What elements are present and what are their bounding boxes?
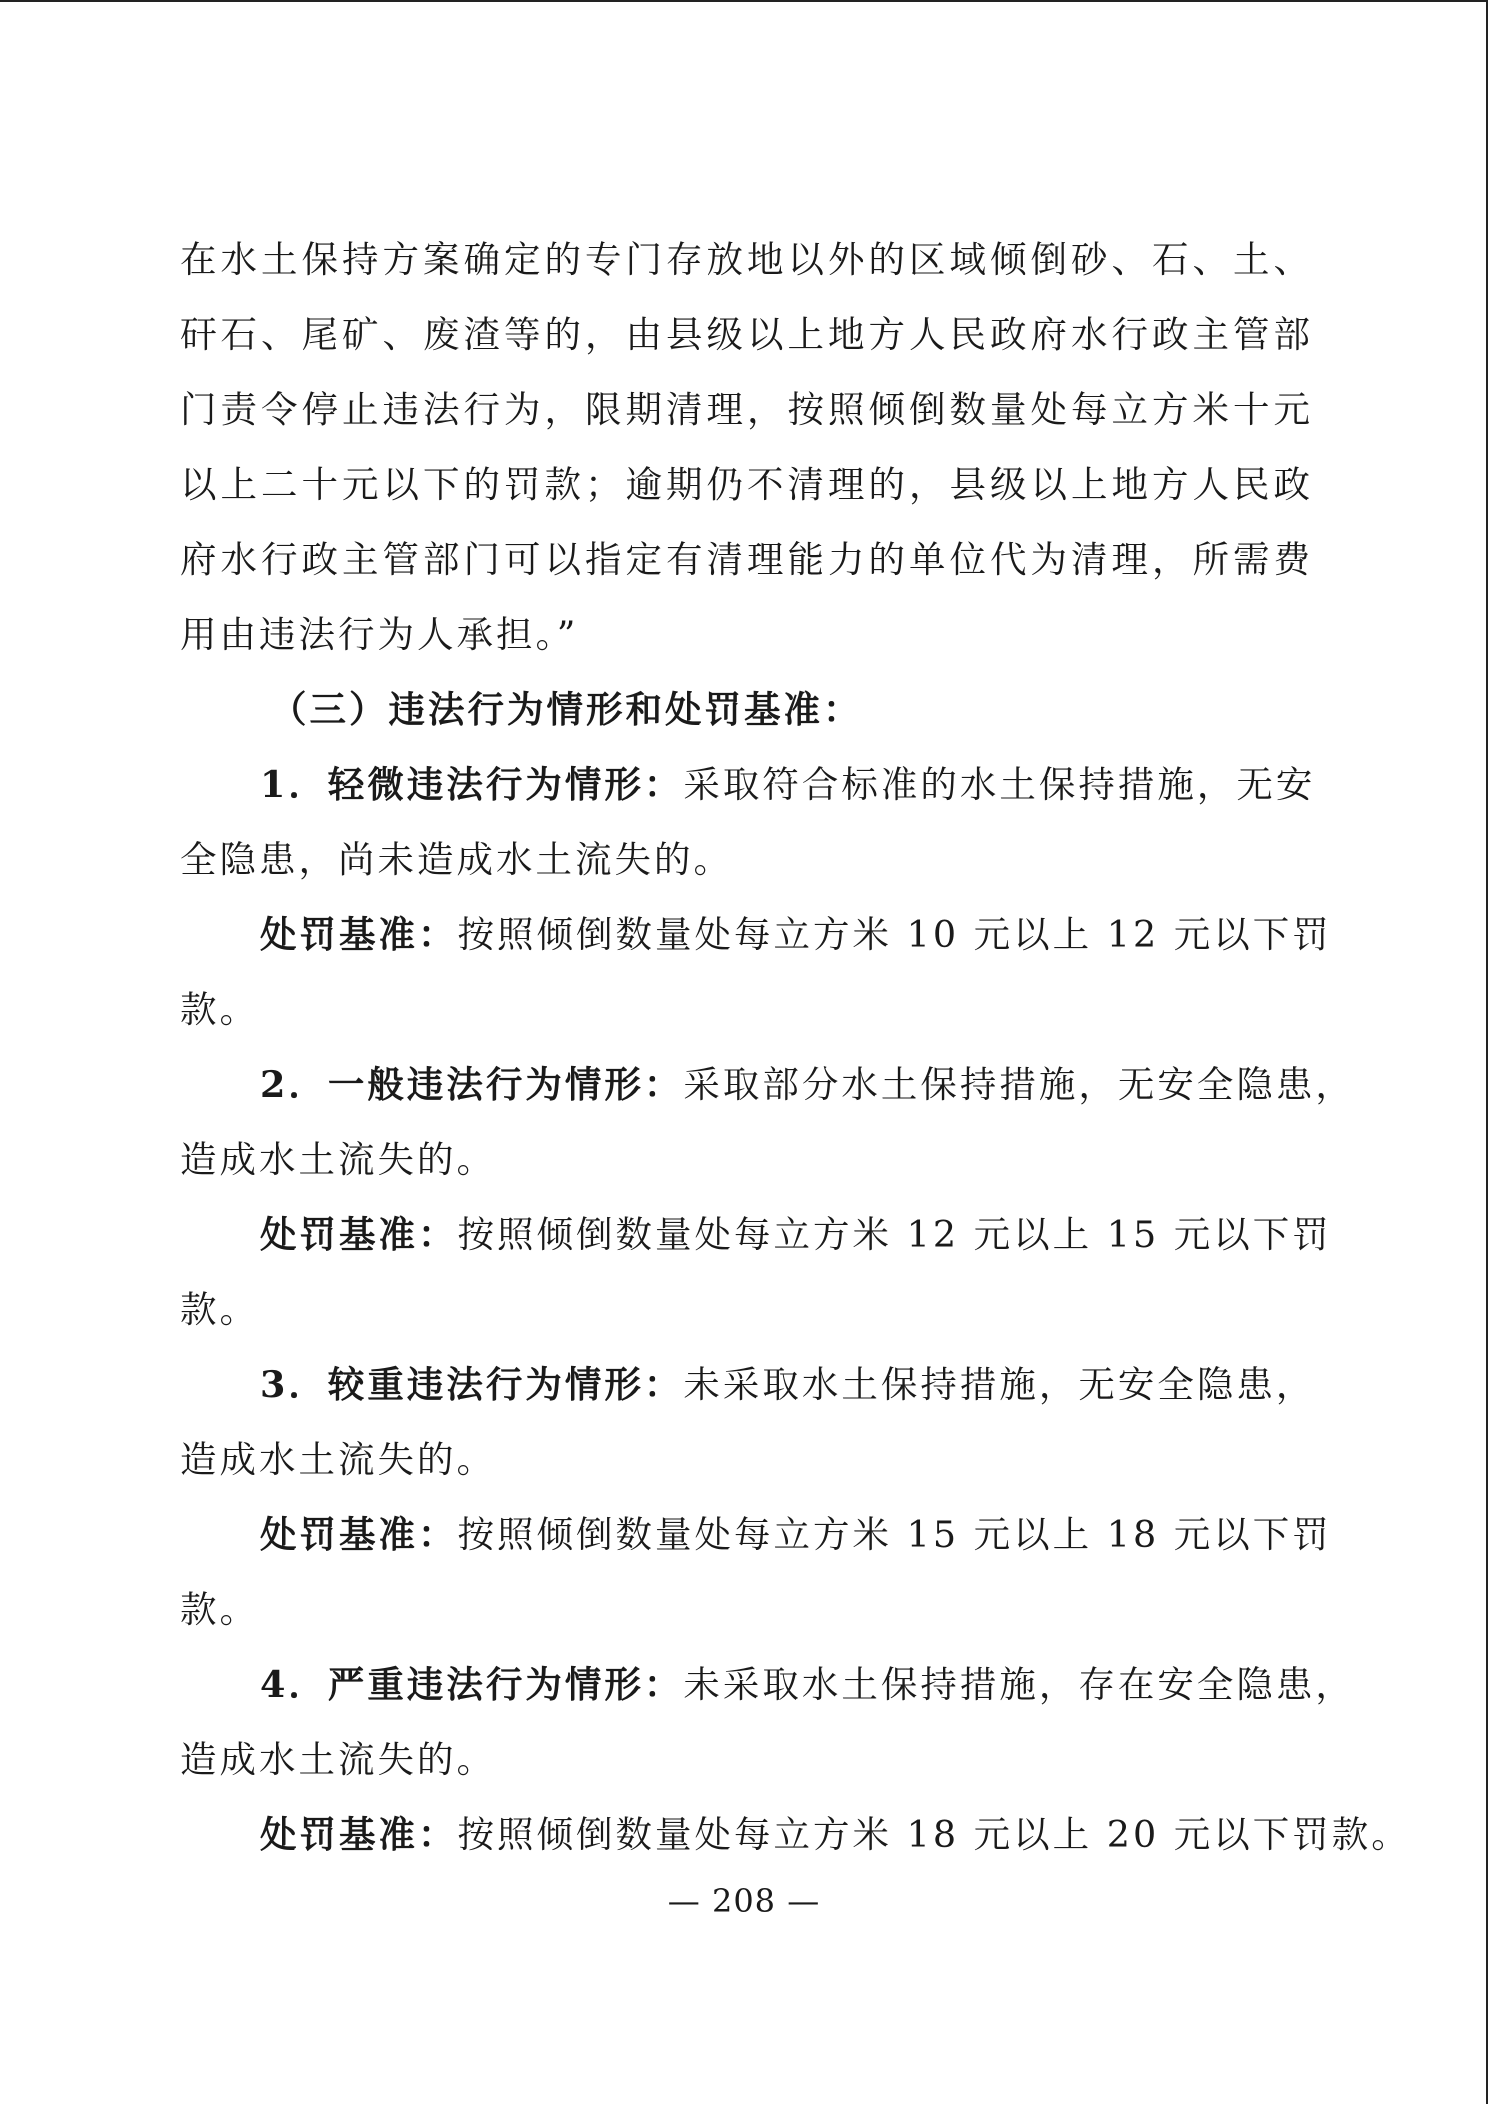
- case-label: 1．轻微违法行为情形：: [260, 763, 684, 806]
- case-text: 未采取水土保持措施，无安全隐患，: [683, 1363, 1316, 1406]
- penalty-line: 款。: [180, 988, 259, 1031]
- case-serious: [180, 1347, 1332, 1647]
- penalty-text: 按照倾倒数量处每立方米 18 元以上 20 元以下罚款。: [457, 1813, 1411, 1856]
- case-label: 3．较重违法行为情形：: [260, 1363, 684, 1406]
- penalty-text: 按照倾倒数量处每立方米 15 元以上 18 元以下罚: [457, 1513, 1332, 1556]
- penalty-label: 处罚基准：: [260, 1813, 458, 1856]
- document-body: [180, 222, 1411, 1872]
- paragraph-line: 门责令停止违法行为，限期清理，按照倾倒数量处每立方米十元: [180, 388, 1310, 431]
- penalty-line: 款。: [180, 1588, 259, 1631]
- penalty-label: 处罚基准：: [260, 1513, 458, 1556]
- quoted-law-paragraph: [180, 222, 1310, 672]
- case-minor: [180, 747, 1332, 1047]
- case-label: 4．严重违法行为情形：: [260, 1663, 684, 1706]
- penalty-label: 处罚基准：: [260, 913, 458, 956]
- top-border-line: [0, 0, 1488, 2]
- case-description-line: 造成水土流失的。: [180, 1438, 496, 1481]
- case-description-line: [180, 1647, 1355, 1722]
- case-description-line: 造成水土流失的。: [180, 1138, 496, 1181]
- paragraph-line: 矸石、尾矿、废渣等的，由县级以上地方人民政府水行政主管部: [180, 313, 1310, 356]
- case-text: 采取符合标准的水土保持措施，无安: [683, 763, 1316, 806]
- case-description-line: [180, 1347, 1316, 1422]
- section-heading: （三）违法行为情形和处罚基准：: [270, 688, 863, 731]
- penalty-line: [180, 1497, 1332, 1572]
- case-text: 采取部分水土保持措施，无安全隐患，: [683, 1063, 1355, 1106]
- paragraph-line: 在水土保持方案确定的专门存放地以外的区域倾倒砂、石、土、: [180, 238, 1310, 281]
- paragraph-line: 用由违法行为人承担。”: [180, 613, 579, 656]
- page-number: — 208 —: [667, 1882, 821, 1920]
- paragraph-line: 府水行政主管部门可以指定有清理能力的单位代为清理，所需费: [180, 538, 1310, 581]
- penalty-label: 处罚基准：: [260, 1213, 458, 1256]
- case-description-line: [180, 747, 1316, 822]
- penalty-text: 按照倾倒数量处每立方米 12 元以上 15 元以下罚: [457, 1213, 1332, 1256]
- penalty-line: [180, 1197, 1332, 1272]
- penalty-line: [180, 1797, 1411, 1872]
- case-text: 未采取水土保持措施，存在安全隐患，: [683, 1663, 1355, 1706]
- case-description-line: 造成水土流失的。: [180, 1738, 496, 1781]
- penalty-line: 款。: [180, 1288, 259, 1331]
- case-description-line: 全隐患，尚未造成水土流失的。: [180, 838, 733, 881]
- penalty-text: 按照倾倒数量处每立方米 10 元以上 12 元以下罚: [457, 913, 1332, 956]
- case-label: 2．一般违法行为情形：: [260, 1063, 684, 1106]
- case-description-line: [180, 1047, 1355, 1122]
- paragraph-line: 以上二十元以下的罚款；逾期仍不清理的，县级以上地方人民政: [180, 463, 1310, 506]
- penalty-line: [180, 897, 1332, 972]
- case-general: [180, 1047, 1355, 1347]
- case-severe: [180, 1647, 1411, 1872]
